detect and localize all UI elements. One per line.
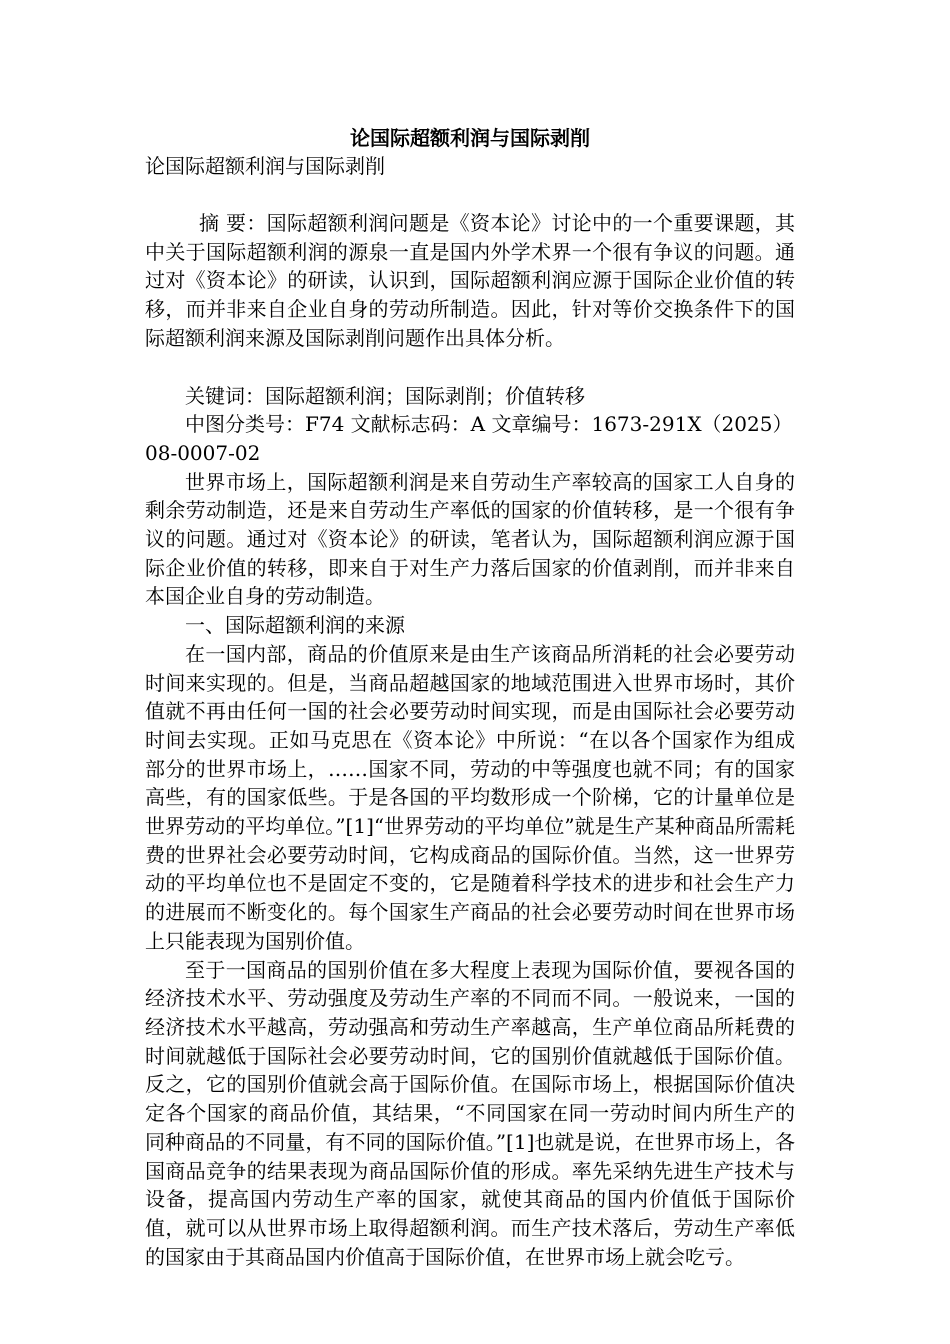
section-heading: 一、国际超额利润的来源: [185, 613, 405, 638]
spacer: [145, 180, 795, 209]
classification-line: 中图分类号：F74 文献标志码：A 文章编号：1673-291X（2025）08-0007-02: [145, 412, 793, 465]
keywords-line: 关键词：国际超额利润；国际剥削；价值转移: [185, 383, 585, 408]
abstract-paragraph: 摘 要：国际超额利润问题是《资本论》讨论中的一个重要课题，其中关于国际超额利润的源泉一直是国内外学术界一个很有争议的问题。通过对《资本论》的研读，认识到，国际超额利润应源于国际企业价值的转移，而并非来自企业自身的劳动所制造。因此，针对等价交换条件下的国际超额利润来源及国际剥削问题作出具体分析。: [145, 211, 795, 350]
document-title: 论国际超额利润与国际剥削: [350, 126, 590, 150]
document-subtitle: 论国际超额利润与国际剥削: [145, 154, 385, 178]
document-page: [145, 124, 795, 1271]
spacer: [145, 353, 795, 382]
body-paragraph-2: 至于一国商品的国别价值在多大程度上表现为国际价值，要视各国的经济技术水平、劳动强度及劳动生产率的不同而不同。一般说来，一国的经济技术水平越高，劳动强高和劳动生产率越高，生产单位商品所耗费的时间就越低于国际社会必要劳动时间，它的国别价值就越低于国际价值。反之，它的国别价值就会高于国际价值。在国际市场上，根据国际价值决定各个国家的商品价值，其结果，“不同国家在同一劳动时间内所生产的同种商品的不同量，有不同的国际价值。”[1]也就是说，在世界市场上，各国商品竞争的结果表现为商品国际价值的形成。率先采纳先进生产技术与设备，提高国内劳动生产率的国家，就使其商品的国内价值低于国际价值，就可以从世界市场上取得超额利润。而生产技术落后，劳动生产率低的国家由于其商品国内价值高于国际价值，在世界市场上就会吃亏。: [145, 957, 795, 1269]
intro-paragraph: 世界市场上，国际超额利润是来自劳动生产率较高的国家工人自身的剩余劳动制造，还是来自劳动生产率低的国家的价值转移，是一个很有争议的问题。通过对《资本论》的研读，笔者认为，国际超额利润应源于国际企业价值的转移，即来自于对生产力落后国家的价值剥削，而并非来自本国企业自身的劳动制造。: [145, 469, 795, 609]
body-paragraph-1: 在一国内部，商品的价值原来是由生产该商品所消耗的社会必要劳动时间来实现的。但是，当商品超越国家的地域范围进入世界市场时，其价值就不再由任何一国的社会必要劳动时间实现，而是由国际社会必要劳动时间去实现。正如马克思在《资本论》中所说：“在以各个国家作为组成部分的世界市场上，……国家不同，劳动的中等强度也就不同；有的国家高些，有的国家低些。于是各国的平均数形成一个阶梯，它的计量单位是世界劳动的平均单位。”[1]“世界劳动的平均单位”就是生产某种商品所需耗费的世界社会必要劳动时间，它构成商品的国际价值。当然，这一世界劳动的平均单位也不是固定不变的，它是随着科学技术的进步和社会生产力的进展而不断变化的。每个国家生产商品的社会必要劳动时间在世界市场上只能表现为国别价值。: [145, 641, 795, 953]
